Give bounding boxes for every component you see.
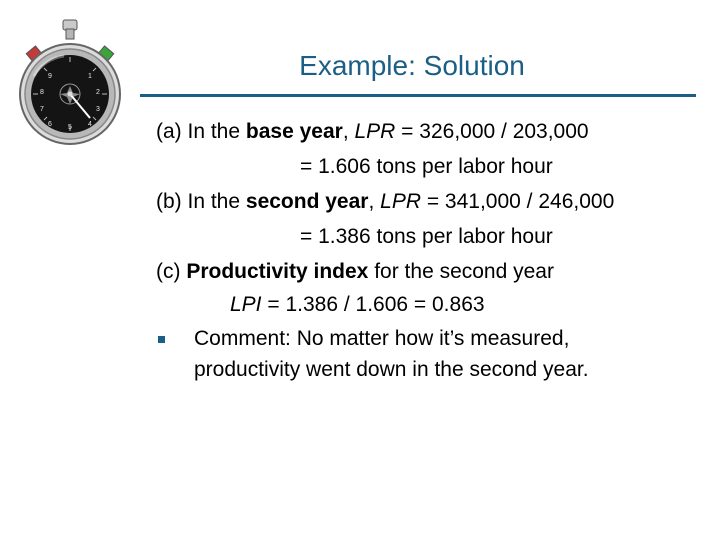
line-b-formula: = 341,000 / 246,000 (421, 190, 615, 213)
dial-number: 8 (40, 89, 44, 96)
dial-number: 2 (96, 89, 100, 96)
bullet-square-icon (158, 336, 165, 343)
line-a-lpr: LPR (354, 120, 396, 143)
line-a-bold: base year (245, 120, 343, 143)
stopwatch-icon (14, 18, 124, 168)
line-b-bold: second year (245, 190, 369, 213)
line-a-prefix: (a) In the (156, 120, 246, 143)
line-c-prefix: (c) (156, 260, 187, 283)
line-b-comma: , (368, 190, 381, 213)
line-c-value: = 1.386 / 1.606 = 0.863 (261, 293, 485, 316)
title-divider (140, 94, 696, 97)
comment-line-1: Comment: No matter how it’s measured, (194, 327, 570, 350)
line-a (156, 119, 589, 145)
dial-number: 5 (68, 124, 72, 131)
dial-number: 6 (48, 121, 52, 128)
slide-title: Example: Solution (299, 50, 525, 81)
dial-number: 4 (88, 121, 92, 128)
line-c-bold: Productivity index (186, 260, 369, 283)
line-b-prefix: (b) In the (156, 190, 246, 213)
line-c-formula (230, 292, 485, 318)
dial-number: 3 (96, 106, 100, 113)
line-c-rest: for the second year (368, 260, 554, 283)
line-a-comma: , (342, 120, 355, 143)
line-b-lpr: LPR (380, 190, 421, 213)
line-a-result: = 1.606 tons per labor hour (300, 155, 553, 178)
dial-number: 7 (40, 106, 44, 113)
line-a-formula: = 326,000 / 203,000 (395, 120, 589, 143)
dial-number: 1 (88, 73, 92, 80)
line-c (156, 259, 554, 285)
line-b-result: = 1.386 tons per labor hour (300, 225, 553, 248)
line-c-lpi: LPI (230, 293, 262, 316)
line-b (156, 189, 614, 215)
comment-line-2: productivity went down in the second year. (194, 358, 589, 381)
dial-number: 9 (48, 73, 52, 80)
